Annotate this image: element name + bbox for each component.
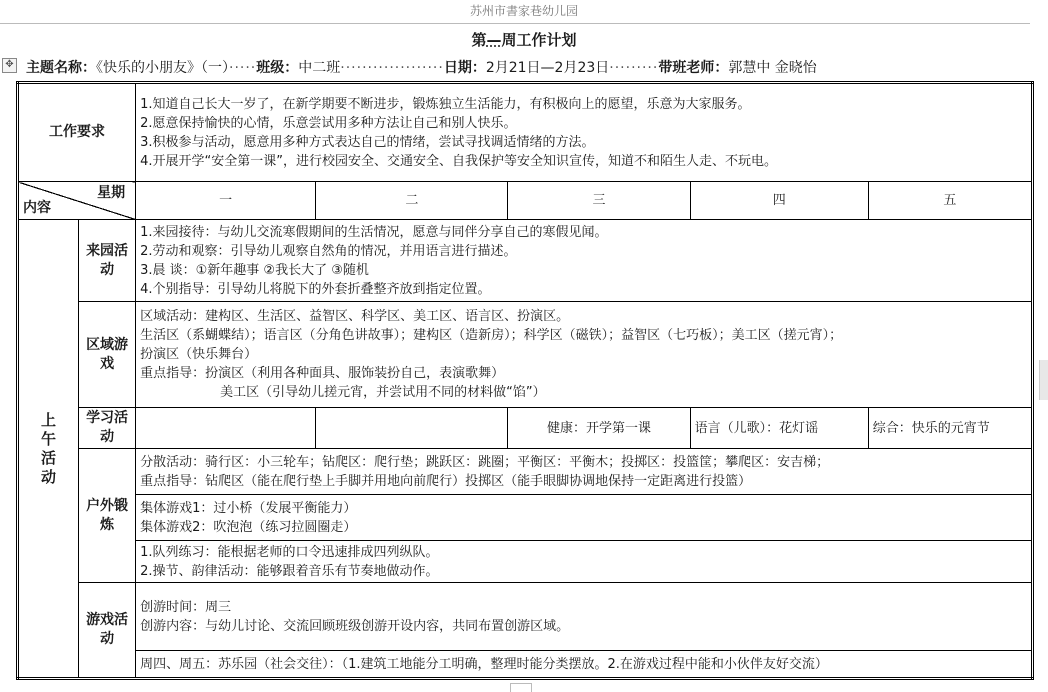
meta-line: 主题名称：《快乐的小朋友》（一）·····班级：中二班···················日期：2月21日—2月23日·········带班老师：郭慧中 金晓怡 [26,60,817,76]
morning-char: 活 [41,448,57,467]
table-resize-handle[interactable] [510,683,532,692]
area-games-label: 区域游戏 [79,302,136,408]
group-game-item: 集体游戏1：过小桥（发展平衡能力） [140,500,357,516]
arrival-cell[interactable] [136,220,1033,302]
weekday-header-row [18,182,1033,220]
weekday-wed[interactable]: 三 [508,182,690,220]
theme-label: 主题名称： [26,60,96,76]
move-handle-icon[interactable]: ✥ [2,58,17,73]
learning-mon[interactable] [136,408,316,449]
area-line: 重点指导：扮演区（利用各种面具、服饰装扮自己，表演歌舞） [140,366,505,381]
weekly-plan-table [16,81,1034,680]
title-suffix: 周工作计划 [501,31,577,49]
learning-row [18,408,1033,449]
theme-value[interactable]: 《快乐的小朋友》（一） [96,60,229,76]
morning-char: 午 [41,429,57,448]
outdoor-row-2 [18,495,1033,541]
diagonal-corner-cell [18,182,136,220]
requirements-label: 工作要求 [18,83,136,182]
class-label: 班级： [256,60,299,76]
arrival-row [18,220,1033,302]
teacher-value[interactable]: 郭慧中 金晓怡 [728,60,817,76]
requirements-row [18,83,1033,182]
header-rule [0,23,1030,24]
learning-wed[interactable]: 健康：开学第一课 [508,408,690,449]
page-title [0,27,1048,53]
creative-line: 创游内容：与幼儿讨论、交流回顾班级创游开设内容，共同布置创游区域。 [140,618,570,634]
area-games-row [18,302,1033,408]
area-line: 区域活动：建构区、生活区、益智区、科学区、美工区、语言区、扮演区。 [140,309,570,324]
outdoor-focus: 重点指导：钻爬区（能在爬行垫上手脚并用地向前爬行）投掷区（能手眼脚协调地保持一定距离进行投篮） [140,473,752,489]
outdoor-drills-cell[interactable] [136,541,1033,583]
games-label: 游戏活动 [79,583,136,679]
area-line: 生活区（系蝴蝶结）；语言区（分角色讲故事）；建构区（造新房）；科学区（磁铁）；益智区（七巧板）；美工区（搓元宵）； [140,328,843,343]
arrival-label: 来园活动 [79,220,136,302]
weekday-fri[interactable]: 五 [868,182,1032,220]
learning-tue[interactable] [316,408,508,449]
corner-weekday-label: 星期 [97,185,126,201]
weekday-tue[interactable]: 二 [316,182,508,220]
learning-label: 学习活动 [79,408,136,449]
teacher-label: 带班老师： [658,60,729,76]
drill-item: 2.操节、韵律活动：能够跟着音乐有节奏地做动作。 [140,563,439,579]
games-row-2 [18,651,1033,679]
group-game-item: 集体游戏2：吹泡泡（练习拉圆圈走） [140,519,357,535]
learning-fri[interactable]: 综合：快乐的元宵节 [868,408,1032,449]
requirement-item: 3.积极参与活动，愿意用多种方式表达自己的情绪，尝试寻找调适情绪的方法。 [140,134,595,150]
outdoor-group-games-cell[interactable] [136,495,1033,541]
arrival-item: 2.劳动和观察：引导幼儿观察自然角的情况，并用语言进行描述。 [140,243,517,259]
games-row-1 [18,583,1033,651]
requirement-item: 2.愿意保持愉快的心情，乐意尝试用多种方法让自己和别人快乐。 [140,115,517,131]
requirements-cell[interactable] [136,83,1033,182]
area-line: 扮演区（快乐舞台） [140,347,258,362]
creative-games-cell[interactable] [136,583,1033,651]
document-header: 苏州市書家巷幼儿园 [469,4,578,18]
weekday-mon[interactable]: 一 [136,182,316,220]
morning-char: 动 [41,467,57,486]
class-value[interactable]: 中二班 [298,60,341,76]
outdoor-scatter-cell[interactable] [136,449,1033,495]
morning-char: 上 [41,410,57,429]
outdoor-label: 户外锻炼 [79,449,136,583]
drill-item: 1.队列练习：能根据老师的口令迅速排成四列纵队。 [140,544,439,560]
arrival-item: 3.晨 谈：①新年趣事 ②我长大了 ③随机 [140,262,369,278]
suleyuan-cell[interactable]: 周四、周五：苏乐园（社会交往）：（1.建筑工地能分工明确，整理时能分类摆放。2.在游戏过程中能和小伙伴友好交流） [136,651,1033,679]
creative-line: 创游时间：周三 [140,599,232,615]
title-prefix: 第 [471,31,487,49]
vertical-scrollbar[interactable] [1039,360,1048,400]
arrival-item: 4.个别指导：引导幼儿将脱下的外套折叠整齐放到指定位置。 [140,281,491,297]
area-games-cell[interactable] [136,302,1033,408]
outdoor-scatter: 分散活动：骑行区：小三轮车；钻爬区：爬行垫；跳跃区：跳圈；平衡区：平衡木；投掷区：投篮筐；攀爬区：安吉梯； [140,454,830,470]
title-week-blank[interactable]: — [486,31,502,49]
learning-thu[interactable]: 语言（儿歌）：花灯谣 [690,408,868,449]
arrival-item: 1.来园接待：与幼儿交流寒假期间的生活情况，愿意与同伴分享自己的寒假见闻。 [140,224,608,240]
date-label: 日期： [443,60,486,76]
outdoor-row-3 [18,541,1033,583]
weekday-thu[interactable]: 四 [690,182,868,220]
requirement-item: 1.知道自己长大一岁了，在新学期要不断进步，锻炼独立生活能力，有积极向上的愿望，乐意为大家服务。 [140,96,751,112]
corner-content-label: 内容 [23,200,51,216]
morning-activities-label [18,220,79,679]
date-value[interactable]: 2月21日—2月23日 [485,60,610,76]
area-line-indented: 美工区（引导幼儿搓元宵，并尝试用不同的材料做“馅”） [220,385,546,400]
requirement-item: 4.开展开学“安全第一课”，进行校园安全、交通安全、自我保护等安全知识宣传，知道不和陌生人走、不玩电。 [140,153,777,169]
outdoor-row-1 [18,449,1033,495]
